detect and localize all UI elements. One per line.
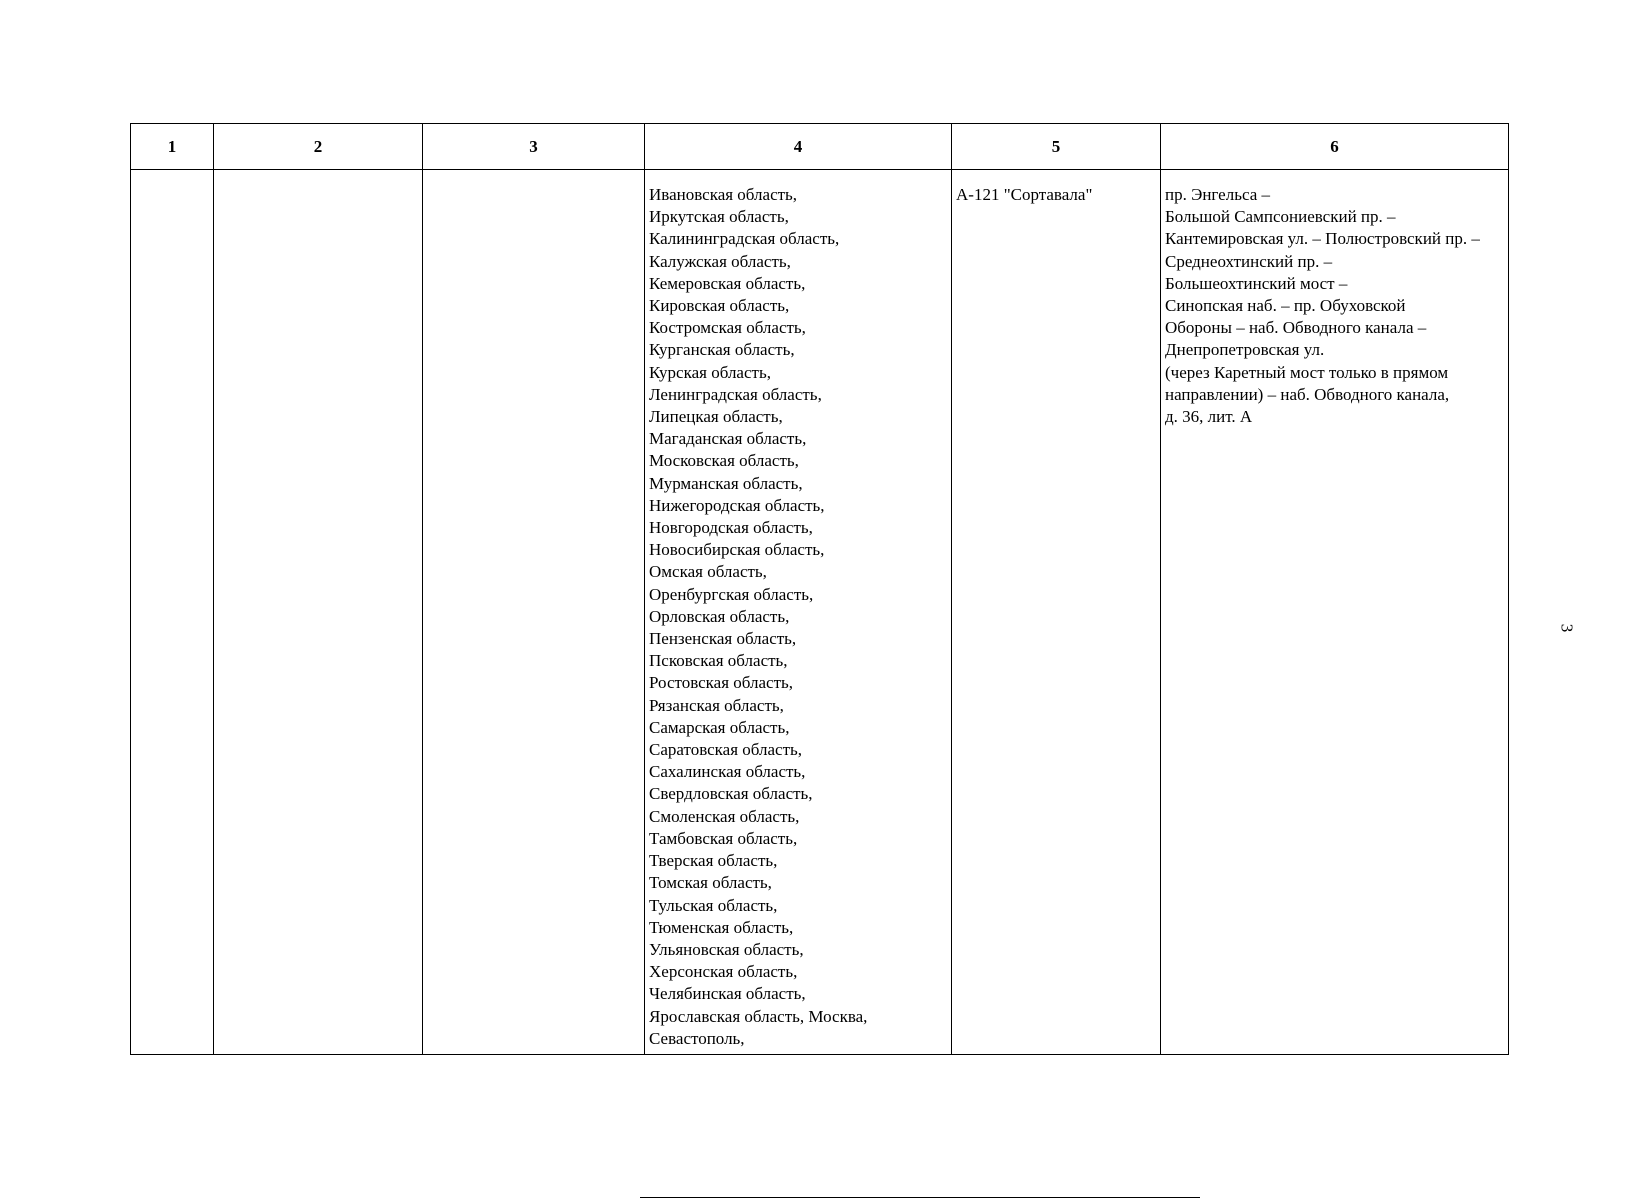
route-line: Среднеохтинский пр. – <box>1165 251 1333 271</box>
cell-highway <box>952 170 1161 1055</box>
region-line: Челябинская область, <box>649 984 806 1004</box>
regions-list <box>645 170 951 1050</box>
cell-regions <box>645 170 952 1055</box>
region-line: Орловская область, <box>649 606 790 626</box>
header-col-4: 4 <box>645 124 952 170</box>
region-line: Свердловская область, <box>649 784 813 804</box>
scan-artifact-line <box>640 1197 1200 1198</box>
region-line: Калининградская область, <box>649 229 840 249</box>
route-line: направлении) – наб. Обводного канала, <box>1165 384 1450 404</box>
region-line: Ярославская область, Москва, <box>649 1006 868 1026</box>
region-line: Тюменская область, <box>649 917 794 937</box>
header-col-5: 5 <box>952 124 1161 170</box>
region-line: Псковская область, <box>649 651 788 671</box>
route-line: д. 36, лит. А <box>1165 407 1253 427</box>
region-line: Кемеровская область, <box>649 273 806 293</box>
region-line: Калужская область, <box>649 251 791 271</box>
route-line: Кантемировская ул. – Полюстровский пр. – <box>1165 229 1480 249</box>
region-line: Саратовская область, <box>649 740 803 760</box>
header-col-1: 1 <box>131 124 214 170</box>
region-line: Ивановская область, <box>649 185 798 204</box>
region-line: Тамбовская область, <box>649 828 798 848</box>
region-line: Херсонская область, <box>649 962 798 982</box>
cell-route <box>1161 170 1509 1055</box>
route-description <box>1161 170 1508 428</box>
region-line: Кировская область, <box>649 296 790 316</box>
route-line: Синопская наб. – пр. Обуховской <box>1165 296 1406 316</box>
region-line: Ульяновская область, <box>649 939 804 959</box>
header-col-6: 6 <box>1161 124 1509 170</box>
header-col-3: 3 <box>423 124 645 170</box>
region-line: Иркутская область, <box>649 207 789 227</box>
route-line: Днепропетровская ул. <box>1165 340 1325 360</box>
route-line: (через Каретный мост только в прямом <box>1165 362 1449 382</box>
table-header <box>131 124 1509 170</box>
region-line: Курганская область, <box>649 340 795 360</box>
region-line: Пензенская область, <box>649 629 797 649</box>
table-row <box>131 170 1509 1055</box>
region-line: Сахалинская область, <box>649 762 806 782</box>
region-line: Ленинградская область, <box>649 384 822 404</box>
region-line: Смоленская область, <box>649 806 800 826</box>
region-line: Самарская область, <box>649 717 790 737</box>
document-table <box>130 123 1509 1055</box>
region-line: Оренбургская область, <box>649 584 814 604</box>
region-line: Тверская область, <box>649 851 778 871</box>
region-line: Костромская область, <box>649 318 806 338</box>
region-line: Московская область, <box>649 451 799 471</box>
region-line: Рязанская область, <box>649 695 784 715</box>
region-line: Мурманская область, <box>649 473 803 493</box>
region-line: Севастополь, <box>649 1028 745 1048</box>
page-number: 3 <box>1557 623 1577 633</box>
region-line: Новгородская область, <box>649 518 813 538</box>
route-line: пр. Энгельса – <box>1165 185 1270 204</box>
region-line: Ростовская область, <box>649 673 794 693</box>
route-line: Обороны – наб. Обводного канала – <box>1165 318 1427 338</box>
route-line: Большой Сампсониевский пр. – <box>1165 207 1396 227</box>
region-line: Курская область, <box>649 362 771 382</box>
region-line: Магаданская область, <box>649 429 807 449</box>
region-line: Омская область, <box>649 562 767 582</box>
region-line: Тульская область, <box>649 895 778 915</box>
highway-name: А-121 "Сортавала" <box>956 185 1093 204</box>
header-row <box>131 124 1509 170</box>
cell-col-3 <box>423 170 645 1055</box>
region-line: Томская область, <box>649 873 772 893</box>
route-line: Большеохтинский мост – <box>1165 273 1348 293</box>
cell-col-1 <box>131 170 214 1055</box>
table-body <box>131 170 1509 1055</box>
region-line: Нижегородская область, <box>649 495 825 515</box>
header-col-2: 2 <box>214 124 423 170</box>
region-line: Новосибирская область, <box>649 540 825 560</box>
cell-col-2 <box>214 170 423 1055</box>
region-line: Липецкая область, <box>649 407 783 427</box>
